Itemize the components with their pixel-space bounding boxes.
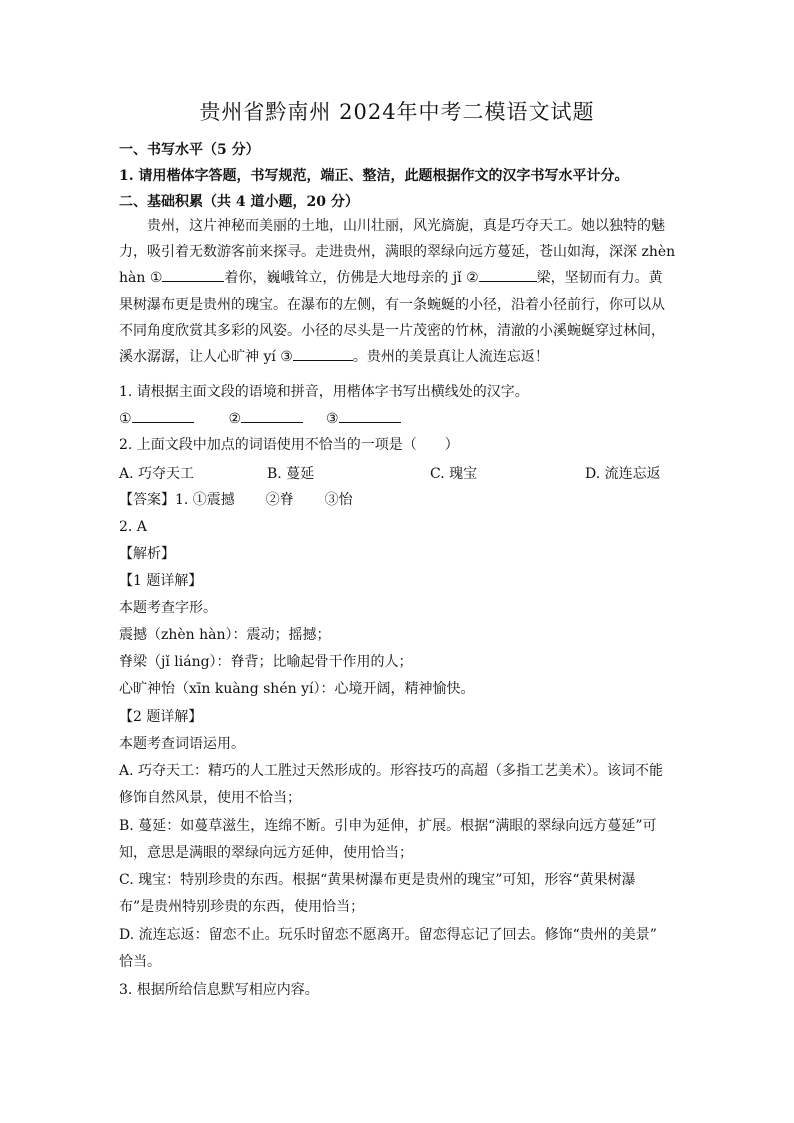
- blank-label-2: ②: [228, 411, 242, 427]
- answer-line: [119, 490, 353, 510]
- analysis-text: 3. 根据所给信息默写相应内容。: [119, 982, 319, 998]
- passage-text: hàn ①: [119, 270, 163, 287]
- answer-blank-3[interactable]: [293, 346, 353, 361]
- answer-2: ②脊: [265, 492, 294, 508]
- answer-blank-2[interactable]: [479, 267, 537, 282]
- analysis-text: 本题考查词语运用。: [119, 736, 245, 752]
- analysis-text: 本题考查字形。: [119, 600, 217, 616]
- passage-text: 着你，巍峨耸立，仿佛是大地母亲的 jǐ ②: [224, 270, 479, 287]
- option-c[interactable]: C. 瑰宝: [430, 466, 478, 482]
- question-2: 2. 上面文段中加点的词语使用不恰当的一项是（ ）: [119, 437, 459, 453]
- passage-line: 贵州，这片神秘而美丽的土地，山川壮丽，风光旖旎，真是巧夺天工。她以独特的魅: [147, 218, 665, 234]
- q1-blank-3[interactable]: [339, 408, 401, 423]
- option-d[interactable]: D. 流连忘返: [585, 466, 661, 482]
- analysis-text: A. 巧夺天工：精巧的人工胜过天然形成的。形容技巧的高超（多指工艺美术）。该词不能: [119, 763, 664, 779]
- analysis-text: B. 蔓延：如蔓草滋生，连绵不断。引申为延伸，扩展。根据“满眼的翠绿向远方蔓延”可: [119, 818, 657, 834]
- passage-text: 溪水潺潺，让人心旷神 yí ③: [119, 349, 293, 366]
- passage-line: [119, 344, 679, 370]
- passage-text: 。贵州的美景真让人流连忘返！: [352, 349, 549, 366]
- question-1: 1. 请根据主面文段的语境和拼音，用楷体字书写出横线处的汉字。: [119, 384, 529, 400]
- passage: [119, 213, 679, 370]
- passage-text: 梁，坚韧而有力。黄: [536, 270, 663, 287]
- option-b[interactable]: B. 蔓延: [267, 466, 315, 482]
- answer-3: ③怡: [324, 492, 353, 508]
- answer-label: 【答案】1. ①震撼: [119, 492, 235, 508]
- section1-heading: 一、书写水平（5 分）: [119, 142, 260, 158]
- analysis-text: 恰当。: [119, 954, 161, 970]
- passage-line: 力，吸引着无数游客前来探寻。走进贵州，满眼的翠绿向远方蔓延，苍山如海，深深 zhèn: [119, 244, 676, 261]
- blank-label-3: ③: [325, 411, 339, 427]
- analysis-text: 布”是贵州特别珍贵的东西，使用恰当；: [119, 899, 365, 915]
- analysis-text: 震撼（zhèn hàn）：震动；摇撼；: [119, 627, 331, 643]
- analysis-text: 心旷神怡（xīn kuàng shén yí）：心境开阔，精神愉快。: [119, 681, 475, 697]
- section1-item: 1. 请用楷体字答题，书写规范，端正、整洁，此题根据作文的汉字书写水平计分。: [119, 168, 629, 184]
- analysis-text: C. 瑰宝：特别珍贵的东西。根据“黄果树瀑布更是贵州的瑰宝”可知，形容“黄果树瀑: [119, 872, 636, 888]
- analysis-text: 脊梁（jǐ liáng）：脊背；比喻起骨干作用的人；: [119, 654, 413, 670]
- answer-line-2: 2. A: [119, 519, 147, 535]
- section2-heading: 二、基础积累（共 4 道小题，20 分）: [119, 194, 359, 210]
- passage-line: [119, 265, 679, 291]
- page-title: 贵州省黔南州 2024年中考二模语文试题: [199, 100, 595, 124]
- q1-blank-1[interactable]: [132, 408, 194, 423]
- analysis-text: 知，意思是满眼的翠绿向远方延伸，使用恰当；: [119, 845, 413, 861]
- analysis-text: D. 流连忘返：留恋不止。玩乐时留恋不愿离开。留恋得忘记了回去。修饰“贵州的美景”: [119, 927, 657, 943]
- q1-blank-2[interactable]: [241, 408, 303, 423]
- analysis-q2-heading: 【2 题详解】: [119, 709, 203, 725]
- blank-label-1: ①: [119, 411, 132, 427]
- option-a[interactable]: A. 巧夺天工: [119, 466, 195, 482]
- question-1-blanks: [119, 408, 401, 428]
- analysis-text: 修饰自然风景，使用不恰当；: [119, 790, 301, 806]
- passage-line: 果树瀑布更是贵州的瑰宝。在瀑布的左侧，有一条蜿蜒的小径，沿着小径前行，你可以从: [119, 296, 665, 313]
- analysis-q1-heading: 【1 题详解】: [119, 573, 203, 589]
- passage-line: 不同角度欣赏其多彩的风姿。小径的尽头是一片茂密的竹林，清澈的小溪蜿蜒穿过林间，: [119, 322, 665, 339]
- analysis-heading: 【解析】: [119, 546, 175, 562]
- answer-blank-1[interactable]: [162, 267, 224, 282]
